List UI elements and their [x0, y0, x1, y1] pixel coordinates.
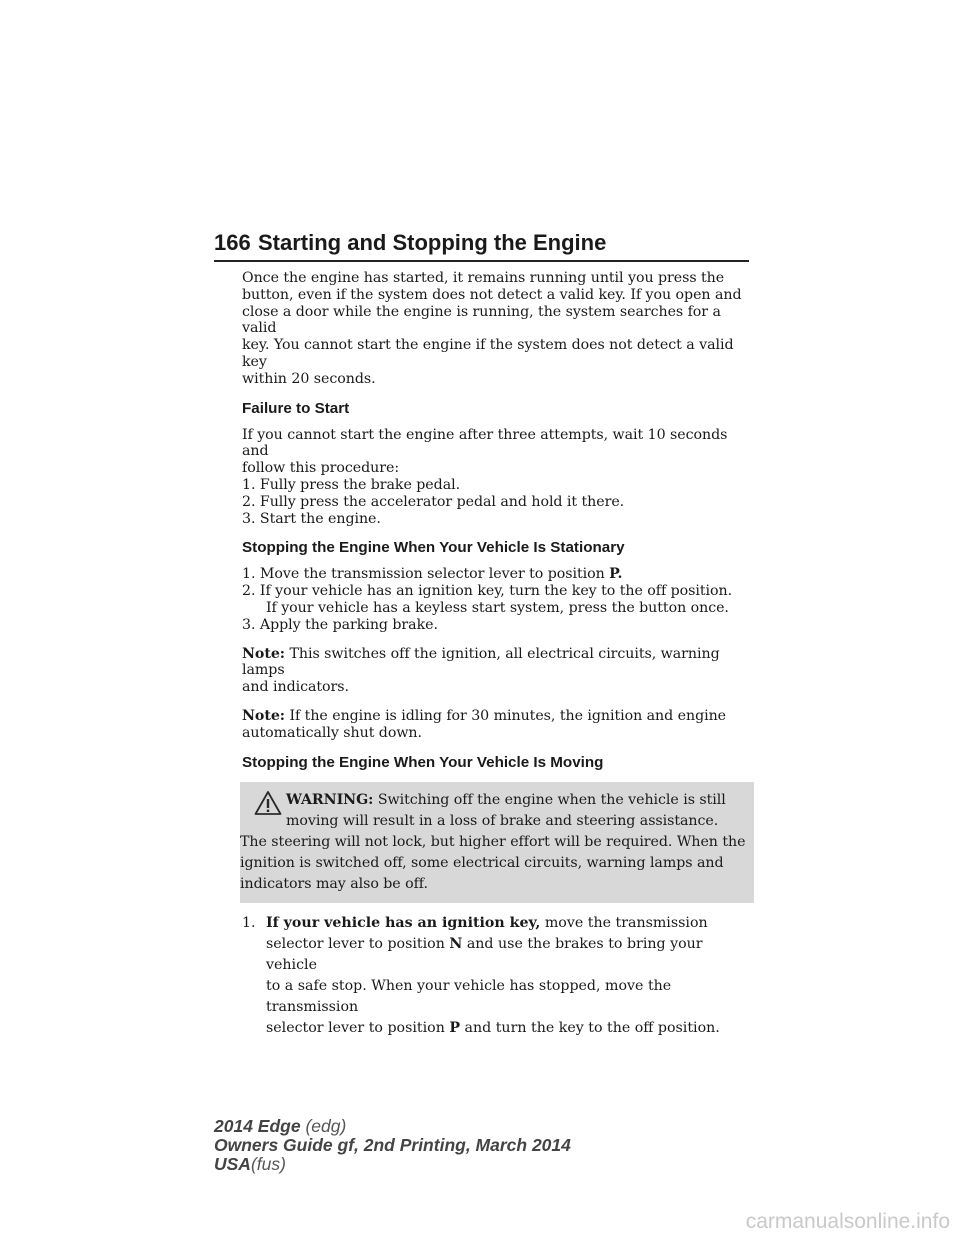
position-label: P — [449, 1019, 461, 1036]
page-footer — [214, 1117, 571, 1174]
stationary-steps — [242, 566, 752, 633]
note-text: If the engine is idling for 30 minutes, the ignition and engine — [285, 707, 727, 724]
step-number: 1. — [242, 914, 256, 931]
text-line: follow this procedure: — [242, 460, 400, 477]
model-code: (edg) — [305, 1116, 347, 1136]
footer-line-guide: Owners Guide gf, 2nd Printing, March 2014 — [214, 1135, 571, 1155]
text-line: within 20 seconds. — [242, 370, 376, 387]
text-line: If you cannot start the engine after three attempts, wait 10 seconds and — [242, 426, 728, 460]
warning-line: The steering will not lock, but higher effort will be required. When the — [240, 833, 746, 850]
page-content — [242, 270, 752, 1039]
section-title: Starting and Stopping the Engine — [258, 230, 607, 255]
step-line: to a safe stop. When your vehicle has stopped, move the transmission — [266, 977, 672, 1015]
failure-to-start-procedure — [242, 427, 752, 528]
step-text: and use the brakes to bring your vehicle — [266, 935, 703, 973]
step-lead: If your vehicle has an ignition key, — [266, 914, 541, 931]
text-line: close a door while the engine is running, the system searches for a valid — [242, 303, 721, 337]
step-text: selector lever to position — [266, 1019, 450, 1036]
text-line: and indicators. — [242, 679, 349, 696]
page-header — [214, 228, 749, 262]
step-text: move the transmission — [540, 914, 708, 931]
step-text: and turn the key to the off position. — [460, 1019, 720, 1036]
procedure-step: 1. Fully press the brake pedal. — [242, 476, 461, 493]
text-line — [242, 708, 752, 725]
text-line: Once the engine has started, it remains running until you press the — [242, 270, 725, 286]
text-line: button, even if the system does not detect a valid key. If you open and — [242, 286, 742, 303]
note-label: Note: — [242, 707, 285, 724]
heading-stationary: Stopping the Engine When Your Vehicle Is Stationary — [242, 539, 625, 557]
warning-line: ignition is switched off, some electrical circuits, warning lamps and — [240, 854, 724, 871]
warning-text: Switching off the engine when the vehicle is still — [373, 791, 726, 808]
step-text: selector lever to position — [266, 935, 450, 952]
text-line: key. You cannot start the engine if the system does not detect a valid key — [242, 337, 734, 370]
note-text: This switches off the ignition, all electrical circuits, warning lamps — [242, 645, 720, 679]
stationary-step-3: 3. Apply the parking brake. — [242, 616, 438, 633]
footer-line-market — [214, 1155, 571, 1174]
note-idle-shutdown — [242, 708, 752, 742]
intro-paragraph — [242, 270, 752, 388]
stationary-step-2-continued: If your vehicle has a keyless start system, press the button once. — [266, 599, 729, 616]
watermark: carmanualsonline.info — [745, 1210, 950, 1233]
warning-line: indicators may also be off. — [240, 875, 428, 892]
text-line: automatically shut down. — [242, 724, 422, 741]
step-line — [242, 913, 752, 934]
page-number: 166 — [214, 230, 251, 255]
note-ignition-off — [242, 646, 752, 696]
market-name: USA — [214, 1154, 251, 1174]
market-code: (fus) — [250, 1154, 286, 1174]
stationary-step-2: 2. If your vehicle has an ignition key, turn the key to the off position. — [242, 583, 733, 600]
warning-label: WARNING: — [286, 791, 374, 808]
text-line — [242, 646, 752, 680]
warning-line — [240, 790, 748, 811]
step-text: 1. Move the transmission selector lever to position — [242, 566, 610, 583]
heading-failure-to-start: Failure to Start — [242, 399, 350, 417]
procedure-step: 3. Start the engine. — [242, 510, 381, 527]
note-label: Note: — [242, 645, 285, 662]
footer-line-model — [214, 1117, 571, 1136]
warning-box — [240, 782, 754, 903]
position-label: P. — [609, 566, 623, 583]
warning-triangle-icon — [254, 790, 282, 816]
procedure-step: 2. Fully press the accelerator pedal and hold it there. — [242, 493, 625, 510]
step-line — [242, 934, 752, 976]
moving-step-1 — [242, 913, 752, 1039]
warning-line: moving will result in a loss of brake and steering assistance. — [286, 812, 719, 829]
step-line — [242, 1018, 752, 1039]
stationary-step-1 — [242, 566, 752, 583]
heading-moving: Stopping the Engine When Your Vehicle Is Moving — [242, 753, 604, 771]
model-name: 2014 Edge — [214, 1116, 301, 1136]
position-label: N — [449, 935, 463, 952]
